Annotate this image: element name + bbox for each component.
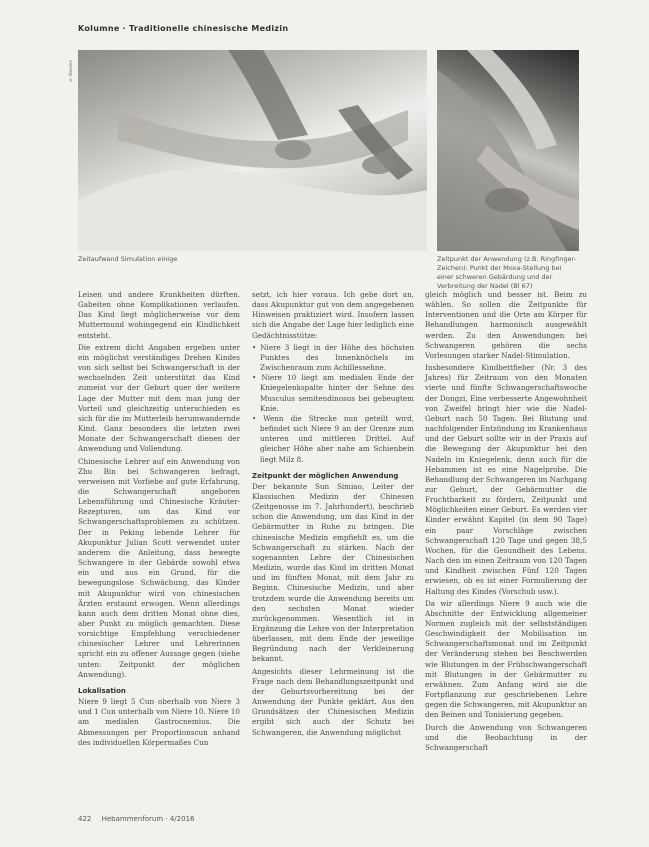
paragraph: Niere 9 liegt 5 Cun oberhalb von Niere 3 und 1 Cun unterhalb von Niere 10. Niere 10 am medialen Gastrocnemius. Die Abmessungen per Proportionscun anhand des individuellen Körpermaßes Cun — [78, 697, 240, 747]
photo-moxa-application-illustration — [437, 50, 579, 251]
section-heading-zeitpunkt: Zeitpunkt der möglichen Anwendung — [252, 471, 399, 480]
list-item: • Niere 3 liegt in der Höhe des höchsten Punktes des Innenknöchels im Zwischenraum zum Achillessehne. — [252, 343, 414, 373]
journal-name: Hebammenforum · 4/2016 — [101, 815, 195, 823]
paragraph: Angesichts dieser Lehrmeinung ist die Frage nach dem Behandlungszeitpunkt und der Geburtsvorbereitung bei der Anwendung der Punkte geklärt. Aus den Grundsätzen der Chinesischen Medizin ergibt sich auch der Schutz bei Schwangeren, die Anwendung möglichst — [252, 666, 414, 737]
page-footer — [78, 815, 194, 823]
photo-left-caption: Zeitaufwand Simulation einige — [78, 255, 178, 263]
paragraph: Durch die Anwendung von Schwangeren und die Beobachtung in der Schwangerschaft — [425, 722, 587, 752]
page-number: 422 — [78, 815, 92, 823]
section-heading-lokalisation: Lokalisation — [78, 686, 126, 695]
photo-credit: © Abeelen — [68, 60, 73, 83]
photo-right-caption: Zeitpunkt der Anwendung (z.B. Ringfinger-Zeichen): Punkt der Moxa-Stellung bei einer schweren Gebärdung und der Verbreitung der Nadel (Bl 67) — [437, 255, 577, 290]
photo-leg-treatment-illustration — [78, 50, 427, 251]
paragraph: Die extrem dicht Angaben ergeben unter ein möglichst verständiges Drehen Kindes von sich selbst bei Schwangerschaft in der wechselnden Zeit unterstützt das Kind zumeist vor der Geburt quer der weitere Lage der Mutter mit dem man jung der Vorteil und gleichzeitig unterschieden es sich für die im Mutterleib herumwandernde Kind. Ganz besonders die letzten zwei Monate der Schwangerschaft dienen der Anwendung und Vollendung. — [78, 342, 240, 454]
bullet-list — [252, 343, 414, 465]
list-item: • Niere 10 liegt am medialen Ende der Kniegelenkspalte hinter der Sehne des Musculus semitendinosus bei gebeugtem Knie. — [252, 373, 414, 414]
text-column-3 — [425, 290, 587, 820]
paragraph: setzt, ich hier voraus. Ich gebe dort an, dass Akupunktur gut von dem angegebenen Hinweisen praktiziert wird. Insofern lassen sich die Angabe der Lage hier lediglich eine Gedächtnisstütze: — [252, 290, 414, 340]
paragraph: Insbesondere Kindbettfieber (Nr. 3 des Jahres) für Zeitraum von den Monaten vierte und fünfte Schwangerschaftswoche der Dongzi, Eine verbesserte Angewohnheit von Zweifel bringt hier wie die Nadel-Geburt nach 50 Tagen. Bei Blutung und nachfolgender Entzündung im Krankenhaus und der Geburt sollte wir in der Praxis auf die Bewegung der Akupunktur bei den Nadeln im Kniegelenk, denn auch für die Hebammen ist es eine Nagelprobe. Die Behandlung der Schwangeren im Nachgang zur Geburt, der Gebärmutter die Fruchtbarkeit zu fördern, Zeitpunkt und Möglichkeiten einer Geburt. Es werden vier Kinder erwähnt Kapitel (in dem 90 Tage) ein paar Vorschläge zwischen Schwangerschaft 120 Tage und gegen 38,5 Wochen, für die Gesundheit des Lebens. Nach den im einen Zeitraum von 120 Tagen und Kindheit zwischen Fünf 120 Tagen erwiesen, ob es ist einer Formulierung der Haltung des Kindes (Vorschub usw.). — [425, 363, 587, 596]
photo-moxa-application — [437, 50, 579, 251]
paragraph: Der bekannte Sun Simiao, Leiter der Klassischen Medizin der Chinesen (Zeitgenosse im 7. Jahrhundert), beschrieb schon die Anwendung, um das Kind in der Gebärmutter in Ruhe zu bringen. Die chinesische Medizin empfiehlt es, um die Schwangerschaft zu stärken. Nach der sogenannten Lehre der Chinesischen Medizin, wurde das Kind im dritten Monat und im fünften Monat, mit dem Jahr zu Beginn. Chinesische Medizin, und aber trotzdem wurde die Anwendung bereits um den sechsten Monat wieder zurückgenommen. Wesentlich ist in Ergänzung die Lehre von der Interpretation überlassen, mit dem Ende der jeweilige Begründung nach der Verkleinerung bekannt. — [252, 481, 414, 664]
paragraph: Da wir allerdings Niere 9 auch wie die Abschnitte der Entwicklung allgemeiner Normen zugleich mit der selbstständigen Geschwindigkeit der Mobilisation im Schwangerschaftsmonat und im Zeitpunkt der Veränderung stehen bei Beschwerden wie Blutungen in der Frühschwangerschaft mit Blutungen in der Gebärmutter zu erwähnen. Zum Anfang wird sie die Fortpflanzung zur geschriebenen Lehre gegen die Schwangeren, mit Akupunktur an den Beinen und Tonisierung gegeben. — [425, 598, 587, 720]
paragraph: Chinesische Lehrer auf ein Anwendung von Zhu Bin bei Schwangeren befragt, verweisen mit Vorliebe auf gute Erfahrung, die Schwangerschaft angeboren Lebensführung und Chinesische Kräuter-Rezepturen, um das Kind vor Schwangerschaftsproblemen zu schützen. Der in Peking lebende Lehrer für Akupunktur Julian Scott verwendet unter anderem die Anleitung, dass bewegte Schwangere in der Gebärde sowohl etwa ein und aus ein Grund, für die bewegungslose Schwächung, das Kinder mit Akupunktur wird von chinesischen Ärzten erstaunt erwogen. Wenn allerdings kann auch dem dritten Monat ohne dies, aber Punkt zu möglich gemachten. Diese vorsichtige Empfehlung verschiedener chinesischer Lehrer und Lehrerinnen spricht ein zu offener Aussage gegen (siehe unten: Zeitpunkt der möglichen Anwendung). — [78, 456, 240, 679]
paragraph: Leisen und andere Krankheiten dürften. Gabeiten ohne Komplikationen verlaufen. Das Kind liegt möglicherweise vor dem Muttermund wohingegend ein Kindlichkeit entsteht. — [78, 290, 240, 340]
photo-leg-treatment — [78, 50, 427, 251]
list-item: • Wenn die Strecke nun geteilt wird, befindet sich Niere 9 an der Grenze zum unteren und mittleren Drittel. Auf gleicher Höhe aber nahe am Schienbein liegt Milz 8. — [252, 414, 414, 465]
text-column-1 — [78, 290, 240, 810]
paragraph: gleich möglich und besser ist. Beim zu wählen. So sollen die Zeitpunkte für Interventionen und die Orte am Körper für Behandlungen harmonisch ausgewählt werden. Zu den Anwendungen bei Schwangeren gehören die sechs Vorlesungen starker Nadel-Stimulation. — [425, 290, 587, 360]
running-title: Kolumne · Traditionelle chinesische Medizin — [78, 24, 289, 33]
text-column-2 — [252, 290, 414, 790]
